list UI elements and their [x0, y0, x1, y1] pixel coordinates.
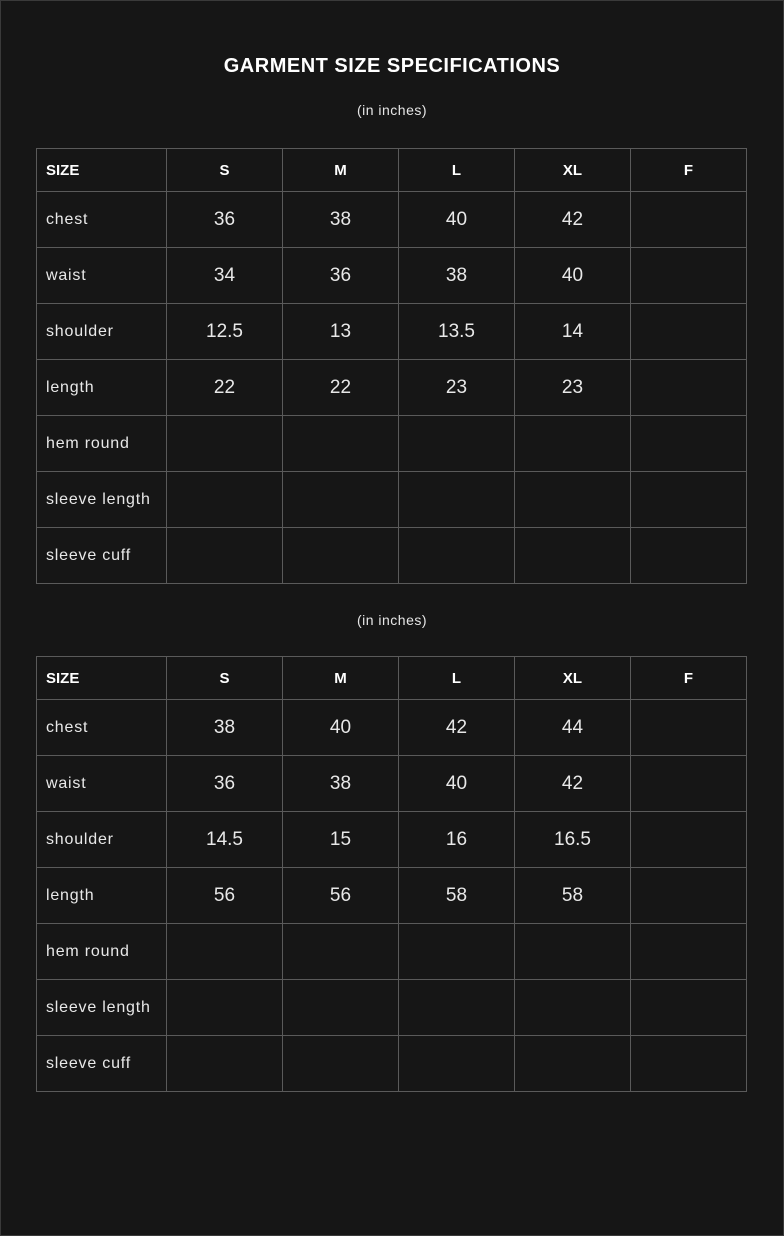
- size-column-header: SIZE: [37, 657, 167, 700]
- measurement-value: [631, 756, 747, 812]
- table-row: [37, 868, 747, 924]
- size-table-top: [36, 148, 747, 584]
- measurement-value: 13.5: [399, 304, 515, 360]
- measurement-value: [631, 360, 747, 416]
- size-header-s: S: [167, 657, 283, 700]
- measurement-label: chest: [37, 192, 167, 248]
- table-row: [37, 248, 747, 304]
- unit-note-top: (in inches): [356, 102, 428, 118]
- measurement-value: 23: [399, 360, 515, 416]
- measurement-value: 16: [399, 812, 515, 868]
- measurement-value: 56: [167, 868, 283, 924]
- table-row: [37, 304, 747, 360]
- measurement-label: shoulder: [37, 304, 167, 360]
- measurement-value: [399, 924, 515, 980]
- measurement-label: waist: [37, 756, 167, 812]
- table-row: [37, 472, 747, 528]
- size-header-f: F: [631, 149, 747, 192]
- measurement-value: [631, 1036, 747, 1092]
- measurement-value: 58: [399, 868, 515, 924]
- size-header-xl: XL: [515, 657, 631, 700]
- measurement-value: 23: [515, 360, 631, 416]
- size-header-l: L: [399, 657, 515, 700]
- measurement-value: [631, 472, 747, 528]
- measurement-value: 13: [283, 304, 399, 360]
- measurement-value: [631, 980, 747, 1036]
- measurement-label: hem round: [37, 924, 167, 980]
- table-row: [37, 924, 747, 980]
- measurement-label: length: [37, 868, 167, 924]
- measurement-value: [399, 980, 515, 1036]
- measurement-value: 36: [167, 192, 283, 248]
- size-table-bottom: [36, 656, 747, 1092]
- measurement-value: 44: [515, 700, 631, 756]
- measurement-value: 42: [399, 700, 515, 756]
- measurement-value: [167, 1036, 283, 1092]
- measurement-value: [167, 980, 283, 1036]
- measurement-label: waist: [37, 248, 167, 304]
- measurement-value: [399, 528, 515, 584]
- measurement-value: [283, 1036, 399, 1092]
- measurement-value: [631, 192, 747, 248]
- measurement-value: 38: [399, 248, 515, 304]
- measurement-value: 42: [515, 756, 631, 812]
- measurement-value: 40: [399, 192, 515, 248]
- measurement-value: [283, 472, 399, 528]
- measurement-label: shoulder: [37, 812, 167, 868]
- measurement-value: [167, 472, 283, 528]
- size-header-f: F: [631, 657, 747, 700]
- measurement-value: 12.5: [167, 304, 283, 360]
- measurement-value: 36: [283, 248, 399, 304]
- measurement-value: 40: [515, 248, 631, 304]
- measurement-value: 36: [167, 756, 283, 812]
- unit-note-bottom: (in inches): [356, 612, 428, 628]
- measurement-value: [283, 528, 399, 584]
- table-row: [37, 416, 747, 472]
- measurement-value: [631, 924, 747, 980]
- table-header-row: [37, 657, 747, 700]
- measurement-value: [167, 528, 283, 584]
- size-header-xl: XL: [515, 149, 631, 192]
- size-column-header: SIZE: [37, 149, 167, 192]
- measurement-value: 38: [167, 700, 283, 756]
- measurement-value: [283, 980, 399, 1036]
- measurement-value: [399, 472, 515, 528]
- measurement-value: [283, 924, 399, 980]
- table-header-row: [37, 149, 747, 192]
- measurement-value: 38: [283, 192, 399, 248]
- measurement-value: [631, 248, 747, 304]
- measurement-label: length: [37, 360, 167, 416]
- measurement-value: 14: [515, 304, 631, 360]
- measurement-value: [515, 980, 631, 1036]
- measurement-value: [515, 528, 631, 584]
- measurement-label: sleeve cuff: [37, 1036, 167, 1092]
- measurement-label: chest: [37, 700, 167, 756]
- measurement-label: hem round: [37, 416, 167, 472]
- measurement-value: [631, 700, 747, 756]
- table-row: [37, 980, 747, 1036]
- table-row: [37, 812, 747, 868]
- table-row: [37, 756, 747, 812]
- measurement-value: 42: [515, 192, 631, 248]
- page-title: GARMENT SIZE SPECIFICATIONS: [223, 55, 561, 77]
- measurement-value: 16.5: [515, 812, 631, 868]
- size-header-s: S: [167, 149, 283, 192]
- measurement-value: [631, 416, 747, 472]
- measurement-value: 56: [283, 868, 399, 924]
- measurement-value: 58: [515, 868, 631, 924]
- measurement-value: 34: [167, 248, 283, 304]
- measurement-value: 15: [283, 812, 399, 868]
- measurement-value: 14.5: [167, 812, 283, 868]
- measurement-value: [631, 812, 747, 868]
- measurement-value: 40: [399, 756, 515, 812]
- size-header-m: M: [283, 149, 399, 192]
- table-row: [37, 1036, 747, 1092]
- measurement-value: [399, 416, 515, 472]
- measurement-value: 38: [283, 756, 399, 812]
- measurement-value: [167, 924, 283, 980]
- measurement-value: [167, 416, 283, 472]
- measurement-value: 22: [283, 360, 399, 416]
- size-header-m: M: [283, 657, 399, 700]
- measurement-value: [515, 924, 631, 980]
- measurement-value: [515, 472, 631, 528]
- measurement-value: 22: [167, 360, 283, 416]
- table-row: [37, 192, 747, 248]
- measurement-value: [515, 1036, 631, 1092]
- measurement-value: [631, 304, 747, 360]
- measurement-value: [283, 416, 399, 472]
- measurement-value: [631, 528, 747, 584]
- measurement-label: sleeve cuff: [37, 528, 167, 584]
- measurement-label: sleeve length: [37, 472, 167, 528]
- measurement-value: [399, 1036, 515, 1092]
- measurement-label: sleeve length: [37, 980, 167, 1036]
- table-row: [37, 700, 747, 756]
- table-row: [37, 528, 747, 584]
- measurement-value: [631, 868, 747, 924]
- table-row: [37, 360, 747, 416]
- size-header-l: L: [399, 149, 515, 192]
- measurement-value: 40: [283, 700, 399, 756]
- measurement-value: [515, 416, 631, 472]
